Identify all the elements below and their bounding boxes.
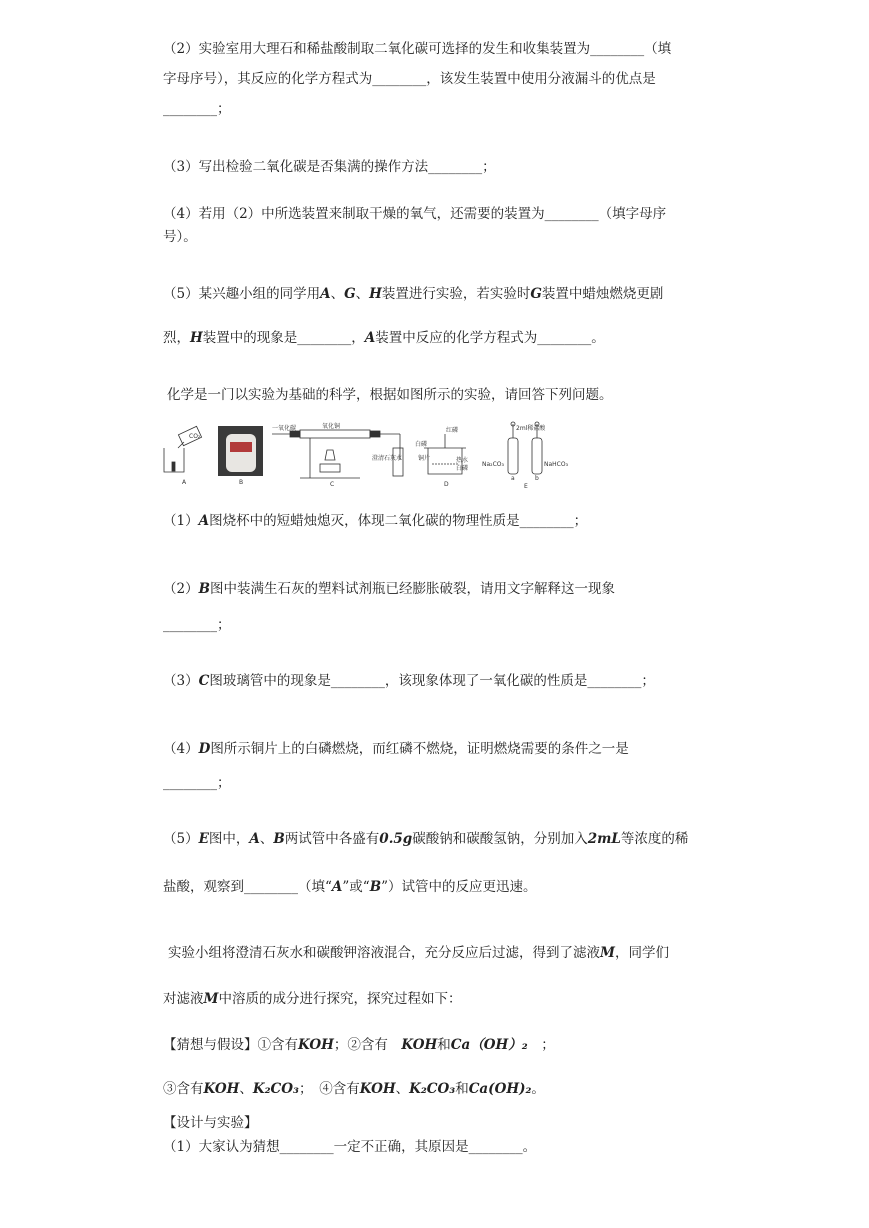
text: 装置进行实验，若实验时 [381,286,531,302]
label-tube-b: b [535,475,539,482]
text: 实验小组将澄清石灰水和碳酸钾溶液混合，充分反应后过滤，得到了滤液 [168,945,600,961]
text: 中溶质的成分进行探究，探究过程如下： [218,991,462,1007]
apparatus-c [272,430,403,478]
var: B [273,831,285,847]
text: ；②含有 [333,1037,402,1053]
label-e: E [524,483,528,490]
text: 装置中的现象是________， [202,330,365,346]
text: 烈， [163,330,190,346]
var: KOH [203,1081,240,1097]
text: ③含有 [163,1081,204,1097]
experiment-apparatus-drawing [160,420,580,490]
text: 等浓度的稀 [620,831,689,847]
var: A [249,831,260,847]
label-na2co3: Na₂CO₃ [482,461,504,468]
p2-q2-line-1 [163,580,615,598]
p2-q4-line-1 [163,740,629,758]
var: B [198,581,211,597]
text: 装置中反应的化学方程式为________。 [375,330,605,346]
text: 、 [239,1081,253,1097]
text: 和 [437,1037,451,1053]
text: 碳酸钠和碳酸氢钠，分别加入 [412,831,588,847]
text: 和 [455,1081,469,1097]
apparatus-b [218,426,263,476]
p2-q1 [163,512,587,530]
section3-intro-line-1 [168,944,669,962]
q3-line: （3）写出检验二氧化碳是否集满的操作方法________； [163,159,496,175]
text: ； ④含有 [298,1081,360,1097]
text: （1） [163,513,199,529]
text: 盐酸，观察到________（填“ [163,879,332,895]
text: 、 [259,831,274,847]
var: KOH [359,1081,396,1097]
experiment-figure [160,420,580,490]
section3-intro-line-2 [163,990,461,1008]
text: 图中， [208,831,250,847]
var: B [369,879,382,895]
var: G [344,286,356,302]
text: （2） [163,581,199,597]
p2-q2-line-2: ________； [163,617,231,633]
text: （5） [163,831,199,847]
p2-q5-line-2 [163,878,537,896]
var: H [190,330,203,346]
text: 、 [330,286,345,302]
var: KOH [298,1037,334,1053]
text: 图中装满生石灰的塑料试剂瓶已经膨胀破裂，请用文字解释这一现象 [210,581,616,597]
q2-line-1: （2）实验室用大理石和稀盐酸制取二氧化碳可选择的发生和收集装置为________（填 [163,41,672,57]
text: 两试管中各盛有 [284,831,380,847]
label-red-phosphorus: 红磷 [446,427,459,434]
text: ； [527,1037,555,1053]
label-copper-sheet: 铜片 [418,455,431,462]
var: D [198,741,211,757]
var: M [203,991,219,1007]
label-nahco3: NaHCO₃ [544,461,568,468]
section2-intro: 化学是一门以实验为基础的科学，根据如图所示的实验，请回答下列问题。 [167,387,613,403]
p2-q3 [163,672,655,690]
label-cuo: 氧化铜 [322,423,341,430]
label-co2: CO₂ [189,433,201,440]
p2-q4-line-2: ________； [163,775,231,791]
label-hot-water: 热水 [456,457,469,464]
hypothesis-line-2 [163,1080,545,1098]
q5-line-1 [163,285,663,303]
text: 对滤液 [163,991,204,1007]
text: 、 [355,286,370,302]
var: H [369,286,382,302]
text: 装置中蜡烛燃烧更剧 [541,286,664,302]
q4-line-2: 号）。 [163,229,197,245]
text: （5）某兴趣小组的同学用 [163,286,321,302]
var: C [198,673,210,689]
label-acid: 2ml稀盐酸 [516,425,546,432]
var: K₂CO₃ [409,1081,456,1097]
text: ，同学们 [614,945,669,961]
text: ”）试管中的反应更迅速。 [381,879,537,895]
text: 图所示铜片上的白磷燃烧，而红磷不燃烧，证明燃烧需要的条件之一是 [210,741,629,757]
text: 【猜想与假设】①含有 [163,1037,298,1053]
label-a: A [182,479,187,486]
p2-q5-line-1 [163,830,688,848]
var: A [198,513,210,529]
label-co: 一氧化碳 [272,425,297,432]
label-b: B [239,479,244,486]
text: （4） [163,741,199,757]
var: A [364,330,376,346]
text: ”或“ [342,879,370,895]
var: 2mL [587,831,621,847]
var: KOH [401,1037,438,1053]
text: 图烧杯中的短蜡烛熄灭，体现二氧化碳的物理性质是________； [209,513,588,529]
design-heading: 【设计与实验】 [163,1115,258,1131]
q2-line-2: 字母序号），其反应的化学方程式为________，该发生装置中使用分液漏斗的优点是 [163,71,656,87]
var: E [198,831,209,847]
var: A [331,879,343,895]
text: 、 [395,1081,410,1097]
label-white-phosphorus-2: 白磷 [456,465,469,472]
hypothesis-line-1 [163,1036,555,1054]
label-white-phosphorus: 白磷 [415,441,428,448]
var: Ca(OH)₂ [468,1081,532,1097]
var: A [320,286,331,302]
label-d: D [444,481,449,488]
label-limewater: 澄清石灰水 [372,455,403,462]
var: M [600,945,615,961]
var: K₂CO₃ [252,1081,299,1097]
var: 0.5g [379,831,413,847]
q5-line-2 [163,329,605,347]
text: 图玻璃管中的现象是________，该现象体现了一氧化碳的性质是________； [209,673,655,689]
label-c: C [330,481,335,488]
var: Ca（OH）₂ [450,1037,528,1053]
label-tube-a: a [511,475,515,482]
design-q1: （1）大家认为猜想________一定不正确，其原因是________。 [163,1139,537,1155]
q2-line-3: ________； [163,101,231,117]
text: （3） [163,673,199,689]
q4-line-1: （4）若用（2）中所选装置来制取干燥的氧气，还需要的装置为________（填字母序 [163,206,667,222]
text: 。 [531,1081,545,1097]
var: G [530,286,542,302]
